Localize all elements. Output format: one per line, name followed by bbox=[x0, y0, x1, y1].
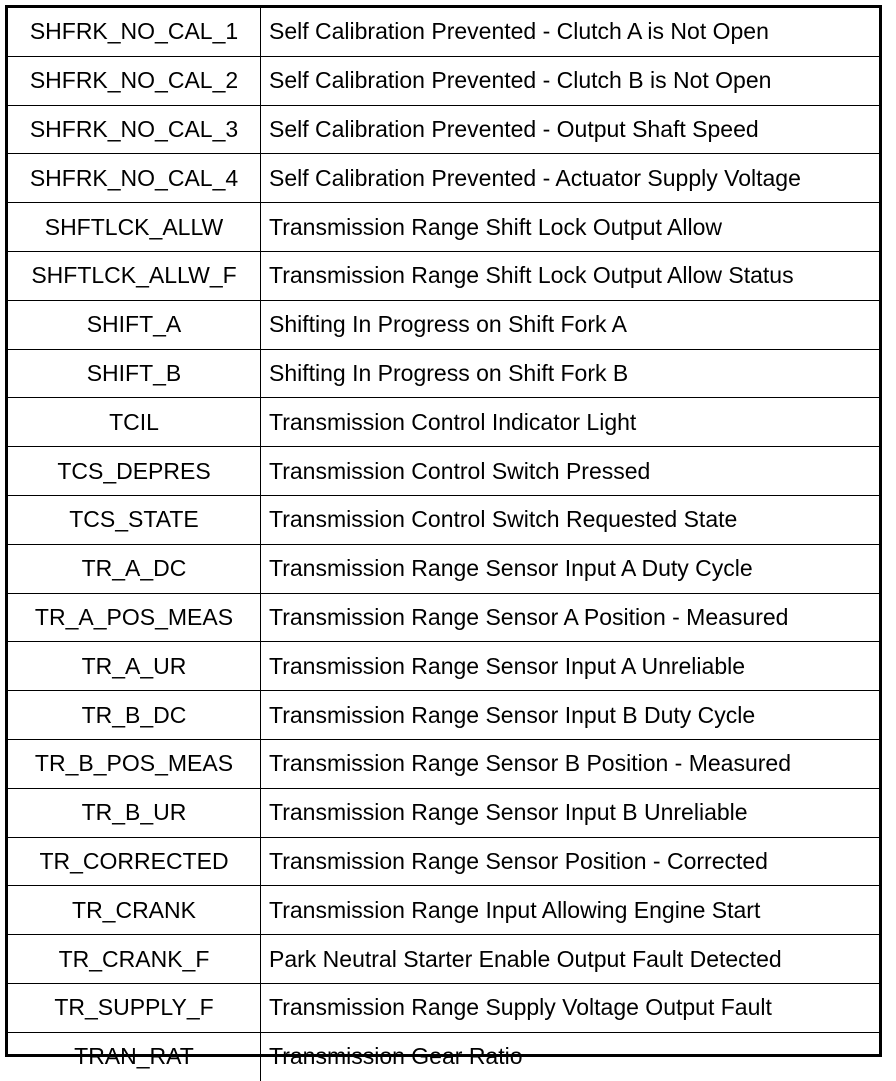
parameter-description-cell: Transmission Range Sensor B Position - Measured bbox=[261, 739, 880, 788]
parameter-description-cell: Transmission Range Sensor Position - Corrected bbox=[261, 837, 880, 886]
parameter-description-cell: Transmission Control Switch Requested State bbox=[261, 495, 880, 544]
table-row bbox=[8, 203, 879, 252]
table-row bbox=[8, 837, 879, 886]
parameter-description-cell: Transmission Range Sensor Input B Unreliable bbox=[261, 788, 880, 837]
table-row bbox=[8, 56, 879, 105]
parameter-name-cell: TCS_DEPRES bbox=[8, 447, 261, 496]
table-row bbox=[8, 154, 879, 203]
parameter-description-cell: Transmission Range Sensor Input A Duty Cycle bbox=[261, 544, 880, 593]
parameter-description-cell: Transmission Range Sensor Input B Duty Cycle bbox=[261, 691, 880, 740]
table-row bbox=[8, 691, 879, 740]
parameter-description-cell: Transmission Range Sensor Input A Unreliable bbox=[261, 642, 880, 691]
table-row bbox=[8, 251, 879, 300]
table-row bbox=[8, 8, 879, 56]
parameter-description-cell: Transmission Control Indicator Light bbox=[261, 398, 880, 447]
parameter-description-cell: Self Calibration Prevented - Clutch B is Not Open bbox=[261, 56, 880, 105]
table-row bbox=[8, 642, 879, 691]
table-row bbox=[8, 495, 879, 544]
parameter-table-frame bbox=[5, 5, 882, 1070]
table-row bbox=[8, 544, 879, 593]
parameter-name-cell: TR_B_DC bbox=[8, 691, 261, 740]
parameter-name-cell: TR_A_DC bbox=[8, 544, 261, 593]
parameter-description-cell: Transmission Control Switch Pressed bbox=[261, 447, 880, 496]
parameter-name-cell: TR_SUPPLY_F bbox=[8, 983, 261, 1032]
parameter-description-cell: Park Neutral Starter Enable Output Fault Detected bbox=[261, 935, 880, 984]
parameter-description-cell: Shifting In Progress on Shift Fork B bbox=[261, 349, 880, 398]
table-row bbox=[8, 983, 879, 1032]
parameter-description-cell: Transmission Range Shift Lock Output Allow Status bbox=[261, 251, 880, 300]
table-row bbox=[8, 300, 879, 349]
parameter-name-cell: TR_CORRECTED bbox=[8, 837, 261, 886]
table-row bbox=[8, 886, 879, 935]
parameter-name-cell: SHIFT_A bbox=[8, 300, 261, 349]
table-row bbox=[8, 349, 879, 398]
parameter-name-cell: SHFTLCK_ALLW bbox=[8, 203, 261, 252]
parameter-name-cell: TR_CRANK_F bbox=[8, 935, 261, 984]
parameter-description-cell: Transmission Range Sensor A Position - Measured bbox=[261, 593, 880, 642]
parameter-description-cell: Self Calibration Prevented - Actuator Supply Voltage bbox=[261, 154, 880, 203]
parameter-name-cell: SHFRK_NO_CAL_4 bbox=[8, 154, 261, 203]
parameter-name-cell: TRAN_RAT bbox=[8, 1032, 261, 1080]
parameter-name-cell: TR_A_UR bbox=[8, 642, 261, 691]
parameter-name-cell: TCIL bbox=[8, 398, 261, 447]
parameter-name-cell: SHFRK_NO_CAL_3 bbox=[8, 105, 261, 154]
table-row bbox=[8, 447, 879, 496]
parameter-description-cell: Transmission Range Input Allowing Engine Start bbox=[261, 886, 880, 935]
table-row bbox=[8, 1032, 879, 1080]
parameter-name-cell: TR_B_UR bbox=[8, 788, 261, 837]
parameter-name-cell: TR_CRANK bbox=[8, 886, 261, 935]
table-row bbox=[8, 935, 879, 984]
parameter-description-cell: Transmission Range Shift Lock Output Allow bbox=[261, 203, 880, 252]
parameter-description-cell: Shifting In Progress on Shift Fork A bbox=[261, 300, 880, 349]
parameter-name-cell: SHIFT_B bbox=[8, 349, 261, 398]
parameter-name-cell: TR_A_POS_MEAS bbox=[8, 593, 261, 642]
table-row bbox=[8, 788, 879, 837]
table-row bbox=[8, 105, 879, 154]
parameter-description-cell: Self Calibration Prevented - Clutch A is Not Open bbox=[261, 8, 880, 56]
table-row bbox=[8, 593, 879, 642]
parameter-name-cell: SHFTLCK_ALLW_F bbox=[8, 251, 261, 300]
parameter-description-cell: Self Calibration Prevented - Output Shaft Speed bbox=[261, 105, 880, 154]
parameter-name-cell: TR_B_POS_MEAS bbox=[8, 739, 261, 788]
parameter-name-cell: SHFRK_NO_CAL_1 bbox=[8, 8, 261, 56]
table-row bbox=[8, 739, 879, 788]
parameter-description-cell: Transmission Range Supply Voltage Output Fault bbox=[261, 983, 880, 1032]
parameter-description-cell: Transmission Gear Ratio bbox=[261, 1032, 880, 1080]
table-row bbox=[8, 398, 879, 447]
parameter-table bbox=[8, 8, 879, 1081]
parameter-name-cell: TCS_STATE bbox=[8, 495, 261, 544]
parameter-name-cell: SHFRK_NO_CAL_2 bbox=[8, 56, 261, 105]
